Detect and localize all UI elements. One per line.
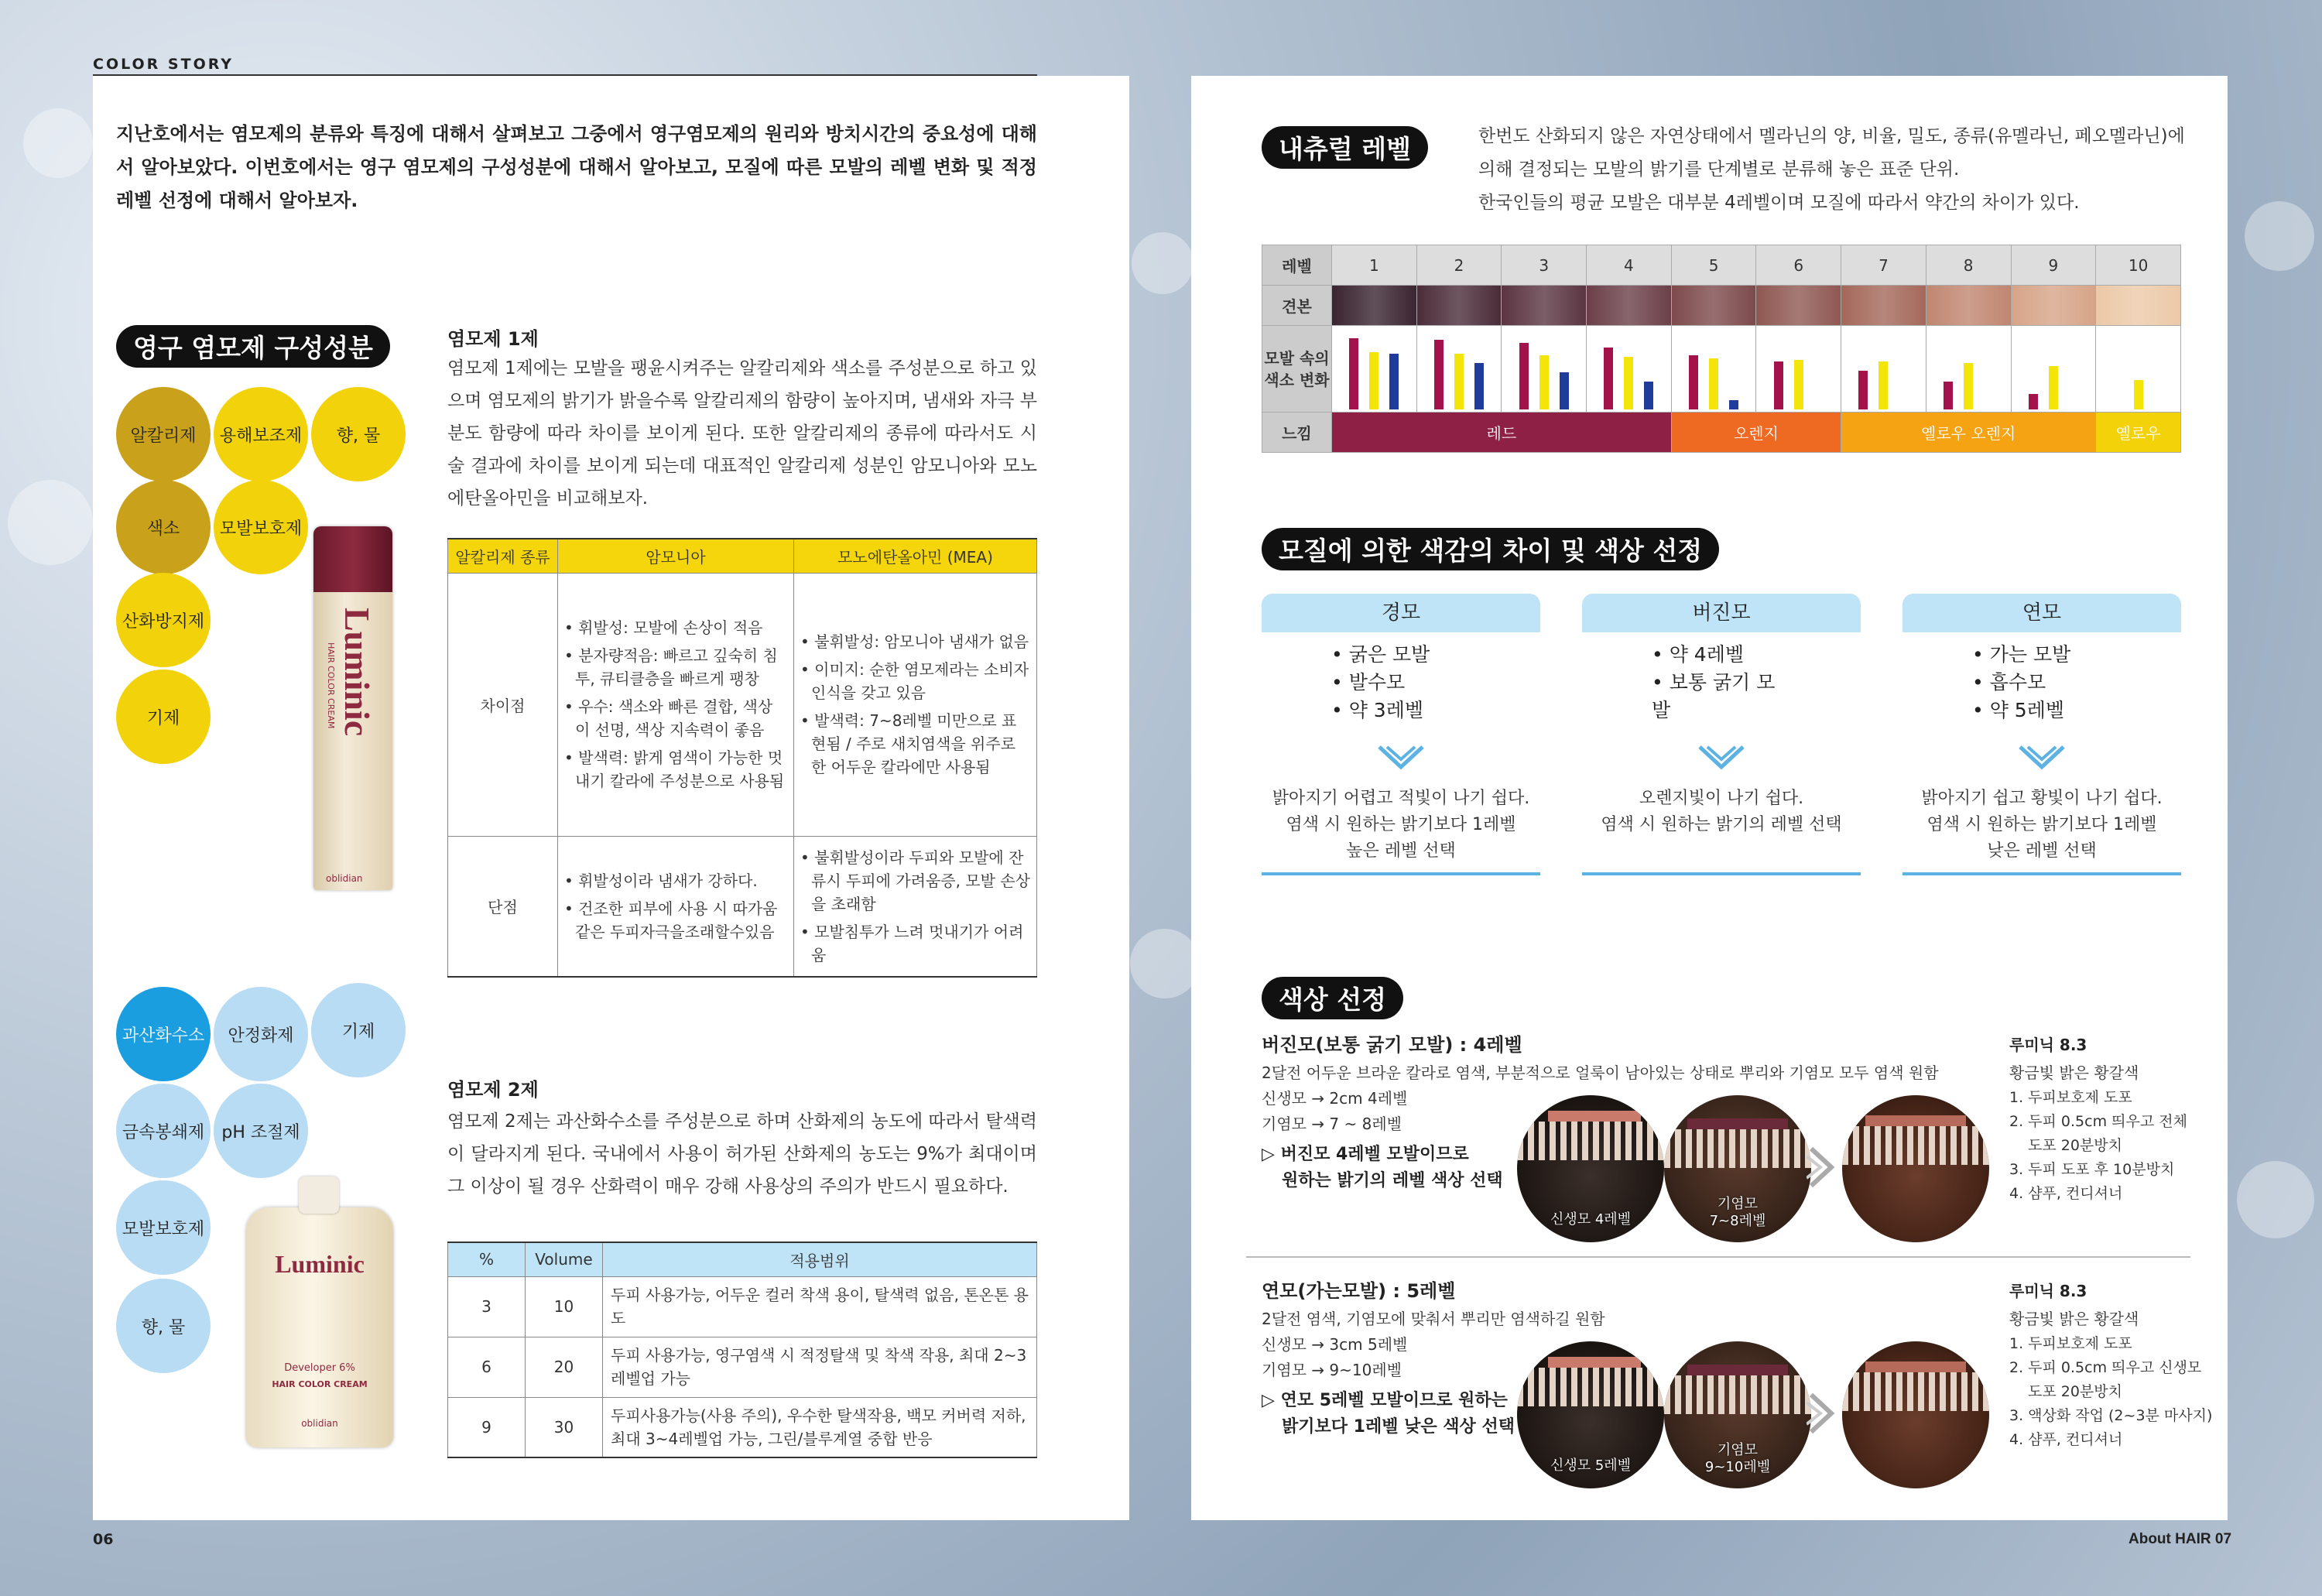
card-bullet: • 가는 모발 bbox=[1972, 643, 2071, 666]
bokeh-light bbox=[8, 480, 93, 565]
case-new-growth: 신생모 → 2cm 4레벨 bbox=[1262, 1089, 1408, 1108]
pigment-level-3 bbox=[1502, 326, 1587, 413]
natural-level-table bbox=[1262, 245, 2181, 453]
swatch-row bbox=[1262, 286, 2181, 326]
pigment-bar-red bbox=[2029, 394, 2038, 409]
level-10: 10 bbox=[2096, 245, 2181, 286]
ingredient-peroxide: 과산화수소 bbox=[116, 987, 211, 1081]
hair-type-card bbox=[1902, 594, 2181, 865]
row-label-feel: 느낌 bbox=[1262, 413, 1332, 453]
procedure-steps bbox=[2009, 1086, 2187, 1206]
row-label-swatch: 견본 bbox=[1262, 286, 1332, 326]
card-description-line: 밝아지기 쉽고 황빛이 나기 쉽다. bbox=[1921, 789, 2163, 808]
card-description-line: 염색 시 원하는 밝기보다 1레벨 bbox=[1286, 815, 1516, 834]
developer-header-range: 적용범위 bbox=[603, 1242, 1037, 1276]
procedure-step: 1. 두피보호제 도포 bbox=[2009, 1335, 2132, 1352]
agent2-paragraph: 염모제 2제는 과산화수소를 주성분으로 하며 산화제의 농도에 따라서 탈색력이 달라지게 된다. 국내에서 사용이 허가된 산화제의 농도는 9%가 최대이며 그 이상이 될 경우 산화력이 매우 강해 사용상의 주의가 반드시 필요하다. bbox=[447, 1111, 1037, 1197]
pigment-bar-yellow bbox=[1878, 361, 1888, 409]
card-header: 버진모 bbox=[1582, 594, 1861, 632]
case-note: ▷ 버진모 4레벨 모발이므로 원하는 밝기의 레벨 색상 선택 bbox=[1262, 1145, 1503, 1190]
hair-photo-new-growth: 신생모 4레벨 bbox=[1517, 1095, 1664, 1242]
level-1: 1 bbox=[1332, 245, 1417, 286]
pigment-bar-blue bbox=[1644, 382, 1653, 409]
pouch-product-image bbox=[246, 1207, 393, 1447]
swatch-level-6 bbox=[1756, 286, 1841, 326]
card-header: 경모 bbox=[1262, 594, 1540, 632]
footer-brand: About HAIR bbox=[2128, 1531, 2211, 1547]
pigment-bar-red bbox=[1434, 340, 1444, 409]
level-7: 7 bbox=[1841, 245, 1926, 286]
ingredient-pigment: 색소 bbox=[116, 480, 211, 574]
composition-title: 영구 염모제 구성성분 bbox=[116, 325, 390, 368]
developer-table bbox=[447, 1242, 1037, 1458]
mea-differences-list bbox=[794, 621, 1036, 788]
pigment-level-1 bbox=[1332, 326, 1417, 413]
pigment-bar-blue bbox=[1560, 372, 1569, 409]
level-2: 2 bbox=[1416, 245, 1502, 286]
procedure-step: 도포 20분방치 bbox=[2028, 1137, 2122, 1154]
card-bullet: • 굵은 모발 bbox=[1331, 643, 1430, 666]
pouch-subtitle-2: HAIR COLOR CREAM bbox=[272, 1379, 368, 1389]
ingredient-ph-adjuster: pH 조절제 bbox=[214, 1084, 308, 1178]
chevron-right-icon bbox=[1807, 1144, 1837, 1190]
pigment-bar-red bbox=[1349, 338, 1358, 409]
case-note: ▷ 연모 5레벨 모발이므로 원하는 밝기보다 1레벨 낮은 색상 선택 bbox=[1262, 1391, 1515, 1437]
level-number-row bbox=[1262, 245, 2181, 286]
level-4: 4 bbox=[1587, 245, 1672, 286]
ingredient-stabilizer: 안정화제 bbox=[214, 987, 308, 1081]
list-item: • 휘발성: 모발에 손상이 적음 bbox=[564, 618, 763, 637]
row-label-level: 레벨 bbox=[1262, 245, 1332, 286]
hair-photo-new-growth: 신생모 5레벨 bbox=[1517, 1341, 1664, 1488]
procedure-step: 도포 20분방치 bbox=[2028, 1383, 2122, 1400]
procedure-step: 2. 두피 0.5cm 띄우고 전체 bbox=[2009, 1113, 2187, 1130]
chevron-down-icon bbox=[2017, 744, 2067, 772]
natural-level-title: 내츄럴 레벨 bbox=[1262, 126, 1428, 169]
tube-product-image bbox=[313, 526, 392, 890]
card-description-line: 염색 시 원하는 밝기의 레벨 선택 bbox=[1601, 815, 1842, 834]
card-description-line: 높은 레벨 선택 bbox=[1346, 841, 1456, 861]
level-3: 3 bbox=[1502, 245, 1587, 286]
pigment-bar-blue bbox=[1389, 354, 1399, 409]
chevron-right-icon bbox=[1807, 1390, 1837, 1437]
procedure-step: 4. 샴푸, 컨디셔너 bbox=[2009, 1185, 2123, 1202]
card-description-line: 염색 시 원하는 밝기보다 1레벨 bbox=[1926, 815, 2157, 834]
hair-photo-previous-color: 기염모 7~8레벨 bbox=[1664, 1095, 1811, 1242]
pigment-bar-yellow bbox=[2049, 366, 2058, 409]
pigment-level-8 bbox=[1926, 326, 2011, 413]
page-number-right: 07 bbox=[2214, 1531, 2232, 1547]
pigment-bar-red bbox=[1944, 382, 1953, 409]
pigment-level-4 bbox=[1587, 326, 1672, 413]
color-pick-title: 색상 선정 bbox=[1262, 977, 1403, 1019]
pigment-bar-red bbox=[1774, 361, 1783, 409]
pigment-bar-yellow bbox=[2134, 380, 2143, 409]
hair-photo-previous-color: 기염모 9~10레벨 bbox=[1664, 1341, 1811, 1488]
feel-band: 레드 bbox=[1332, 413, 1672, 453]
ingredient-fragrance-water-2: 향, 물 bbox=[116, 1279, 211, 1373]
bokeh-light bbox=[2245, 201, 2314, 271]
ammonia-differences-list bbox=[558, 607, 793, 802]
table-row: 6 20 두피 사용가능, 영구염색 시 적정탈색 및 착색 작용, 최대 2~3레벨업 가능 bbox=[448, 1337, 1037, 1397]
pigment-bar-yellow bbox=[1964, 363, 1973, 409]
procedure-step: 4. 샴푸, 컨디셔너 bbox=[2009, 1431, 2123, 1448]
alkali-header-type: 알칼리제 종류 bbox=[448, 539, 558, 573]
hair-type-card bbox=[1262, 594, 1540, 865]
pouch-cap bbox=[299, 1176, 339, 1214]
ingredient-sequestrant: 금속봉쇄제 bbox=[116, 1084, 211, 1178]
case-description: 2달전 어두운 브라운 칼라로 염색, 부분적으로 얼룩이 남아있는 상태로 뿌리와 기염모 모두 염색 원함 bbox=[1262, 1063, 1939, 1082]
row-label-drawbacks: 단점 bbox=[448, 836, 558, 977]
developer-header-volume: Volume bbox=[526, 1242, 603, 1276]
ingredient-base-2: 기제 bbox=[311, 983, 406, 1077]
ingredient-solubilizer: 용해보조제 bbox=[214, 387, 308, 481]
pigment-bar-blue bbox=[1729, 400, 1738, 409]
feel-row bbox=[1262, 413, 2181, 453]
agent2-title: 염모제 2제 bbox=[447, 1079, 539, 1101]
pigment-bar-yellow bbox=[1369, 352, 1378, 409]
hair-photo-result bbox=[1842, 1095, 1989, 1242]
pigment-bar-red bbox=[1689, 355, 1698, 409]
bokeh-light bbox=[23, 108, 93, 178]
list-item: • 불휘발성이라 두피와 모발에 잔류시 두피에 가려움증, 모발 손상을 초래함 bbox=[800, 848, 1030, 913]
swatch-level-10 bbox=[2096, 286, 2181, 326]
case-description: 2달전 염색, 기염모에 맞춰서 뿌리만 염색하길 원함 bbox=[1262, 1310, 1605, 1328]
level-5: 5 bbox=[1671, 245, 1756, 286]
pouch-maker: oblidian bbox=[301, 1418, 338, 1429]
card-bullet: • 약 4레벨 bbox=[1652, 643, 1745, 666]
swatch-level-9 bbox=[2011, 286, 2096, 326]
bokeh-light bbox=[1130, 929, 1200, 998]
pigment-level-6 bbox=[1756, 326, 1841, 413]
agent1-paragraph: 염모제 1제에는 모발을 팽윤시켜주는 알칼리제와 색소를 주성분으로 하고 있으며 염모제의 밝기가 밝을수록 알칼리제의 함량이 높아지며, 냄새와 자극 부분도 함량에 따라 차이를 보이게 된다. 또한 알칼리제의 종류에 따라서도 시술 결과에 차이를 보이게 되는데 대표적인 알칼리제 성분인 암모니아와 모노에탄올아민을 비교해보자. bbox=[447, 358, 1037, 509]
product-name: 루미닉 8.3 bbox=[2009, 1036, 2087, 1054]
pigment-bar-yellow bbox=[1794, 360, 1803, 409]
level-6: 6 bbox=[1756, 245, 1841, 286]
pigment-level-10 bbox=[2096, 326, 2181, 413]
pigment-level-7 bbox=[1841, 326, 1926, 413]
alkali-header-ammonia: 암모니아 bbox=[558, 539, 794, 573]
product-shade: 황금빛 밝은 황갈색 bbox=[2009, 1310, 2139, 1328]
tube-maker: oblidian bbox=[326, 873, 363, 884]
pigment-bar-yellow bbox=[1454, 354, 1464, 409]
bokeh-light bbox=[1132, 232, 1194, 294]
pigment-bar-yellow bbox=[1709, 358, 1718, 409]
ingredient-hair-protector-2: 모발보호제 bbox=[116, 1180, 211, 1275]
list-item: • 불휘발성: 암모니아 냄새가 없음 bbox=[800, 632, 1029, 651]
list-item: • 모발침투가 느려 멋내기가 어려움 bbox=[800, 922, 1024, 964]
tube-subtitle: HAIR COLOR CREAM bbox=[326, 642, 336, 729]
pigment-bar-blue bbox=[1474, 363, 1484, 409]
table-row: 9 30 두피사용가능(사용 주의), 우수한 탈색작용, 백모 커버력 저하, 최대 3~4레벨업 가능, 그린/블루계열 중합 반응 bbox=[448, 1397, 1037, 1457]
pigment-level-5 bbox=[1671, 326, 1756, 413]
row-label-pigment: 모발 속의 색소 변화 bbox=[1262, 326, 1332, 413]
pigment-bar-red bbox=[1604, 348, 1613, 409]
procedure-step: 3. 액상화 작업 (2~3분 마사지) bbox=[2009, 1407, 2213, 1424]
card-description-line: 오렌지빛이 나기 쉽다. bbox=[1639, 789, 1804, 808]
natural-level-description: 한번도 산화되지 않은 자연상태에서 멜라닌의 양, 비율, 밀도, 종류(유멜라닌, 페오멜라닌)에 의해 결정되는 모발의 밝기를 단계별로 분류해 놓은 표준 단위. 한국인들의 평균 모발은 대부분 4레벨이며 모질에 따라서 약간의 차이가 있다. bbox=[1478, 126, 2185, 213]
case-previous-color: 기염모 → 9~10레벨 bbox=[1262, 1361, 1402, 1379]
product-name: 루미닉 8.3 bbox=[2009, 1282, 2087, 1300]
hair-type-card bbox=[1582, 594, 1861, 838]
header-label: COLOR STORY bbox=[93, 56, 235, 73]
list-item: • 우수: 색소와 빠른 결합, 색상이 선명, 색상 지속력이 좋음 bbox=[564, 697, 773, 739]
ingredient-hair-protector: 모발보호제 bbox=[214, 480, 308, 574]
tube-brand: Luminic bbox=[337, 608, 377, 737]
pouch-subtitle-1: Developer 6% bbox=[284, 1362, 355, 1374]
list-item: • 발색력: 밝게 염색이 가능한 멋내기 칼라에 주성분으로 사용됨 bbox=[564, 748, 785, 790]
pigment-bar-yellow bbox=[1624, 357, 1633, 409]
case-previous-color: 기염모 → 7 ~ 8레벨 bbox=[1262, 1115, 1402, 1133]
level-9: 9 bbox=[2011, 245, 2096, 286]
card-bottom-rule bbox=[1582, 872, 1861, 875]
card-bottom-rule bbox=[1902, 872, 2181, 875]
swatch-level-8 bbox=[1926, 286, 2011, 326]
card-bottom-rule bbox=[1262, 872, 1540, 875]
intro-paragraph: 지난호에서는 염모제의 분류와 특징에 대해서 살펴보고 그중에서 영구염모제의 원리와 방치시간의 중요성에 대해서 알아보았다. 이번호에서는 영구 염모제의 구성성분에 대해서 알아보고, 모질에 따른 모발의 레벨 변화 및 적정 레벨 선정에 대해서 알아보자. bbox=[116, 123, 1037, 211]
card-description-line: 밝아지기 어렵고 적빛이 나기 쉽다. bbox=[1272, 789, 1530, 808]
case-title: 버진모(보통 굵기 모발) : 4레벨 bbox=[1262, 1034, 1522, 1056]
pigment-bar-yellow bbox=[1539, 355, 1549, 409]
case-new-growth: 신생모 → 3cm 5레벨 bbox=[1262, 1335, 1408, 1354]
level-8: 8 bbox=[1926, 245, 2011, 286]
pouch-brand: Luminic bbox=[275, 1250, 365, 1278]
procedure-step: 2. 두피 0.5cm 띄우고 신생모 bbox=[2009, 1359, 2202, 1376]
row-label-differences: 차이점 bbox=[448, 573, 558, 836]
swatch-level-7 bbox=[1841, 286, 1926, 326]
page-footer-right bbox=[2128, 1531, 2231, 1548]
ingredient-fragrance-water: 향, 물 bbox=[311, 387, 406, 481]
pigment-level-9 bbox=[2011, 326, 2096, 413]
color-comb bbox=[1548, 1357, 1641, 1368]
developer-header-percent: % bbox=[448, 1242, 526, 1276]
case-divider bbox=[1246, 1256, 2190, 1258]
feel-band: 오렌지 bbox=[1671, 413, 1841, 453]
swatch-level-4 bbox=[1587, 286, 1672, 326]
feel-band: 옐로우 오렌지 bbox=[1841, 413, 2096, 453]
hair-photo-result bbox=[1842, 1341, 1989, 1488]
list-item: • 이미지: 순한 염모제라는 소비자인식을 갖고 있음 bbox=[800, 660, 1029, 702]
swatch-level-1 bbox=[1332, 286, 1417, 326]
card-bullet: • 발수모 bbox=[1331, 671, 1406, 694]
chevron-down-icon bbox=[1697, 744, 1746, 772]
swatch-level-2 bbox=[1416, 286, 1502, 326]
header-rule bbox=[93, 74, 1037, 76]
ingredient-antioxidant: 산화방지제 bbox=[116, 573, 211, 667]
ingredient-base: 기제 bbox=[116, 670, 211, 764]
list-item: • 건조한 피부에 사용 시 따가움 같은 두피자극을조래할수있음 bbox=[564, 899, 778, 941]
procedure-step: 1. 두피보호제 도포 bbox=[2009, 1089, 2132, 1106]
agent1-title: 염모제 1제 bbox=[447, 328, 539, 350]
swatch-level-3 bbox=[1502, 286, 1587, 326]
case-title: 연모(가는모발) : 5레벨 bbox=[1262, 1280, 1456, 1302]
chevron-down-icon bbox=[1376, 744, 1426, 772]
ammonia-drawbacks-list bbox=[558, 860, 793, 953]
bokeh-light bbox=[2237, 1161, 2314, 1238]
mea-drawbacks-list bbox=[794, 837, 1036, 976]
page-number-left: 06 bbox=[93, 1531, 114, 1548]
card-bullet: • 약 5레벨 bbox=[1972, 699, 2065, 721]
pigment-bar-red bbox=[1858, 371, 1868, 409]
feel-band: 옐로우 bbox=[2096, 413, 2181, 453]
swatch-level-5 bbox=[1671, 286, 1756, 326]
procedure-step: 3. 두피 도포 후 10분방치 bbox=[2009, 1161, 2175, 1178]
card-bullet: • 약 3레벨 bbox=[1331, 699, 1424, 721]
color-comb bbox=[1548, 1111, 1641, 1122]
ingredient-alkali: 알칼리제 bbox=[116, 387, 211, 481]
alkali-header-mea: 모노에탄올아민 (MEA) bbox=[794, 539, 1037, 573]
pigment-row bbox=[1262, 326, 2181, 413]
alkali-comparison-table bbox=[447, 538, 1037, 978]
pigment-bar-red bbox=[1519, 343, 1529, 409]
pigment-level-2 bbox=[1416, 326, 1502, 413]
card-bullet: • 흡수모 bbox=[1972, 671, 2046, 694]
card-description-line: 낮은 레벨 선택 bbox=[1987, 841, 2097, 861]
list-item: • 분자량적음: 빠르고 깊숙히 침투, 큐티클층을 빠르게 팽창 bbox=[564, 646, 778, 688]
product-shade: 황금빛 밝은 황갈색 bbox=[2009, 1063, 2139, 1082]
card-bullet: • 보통 굵기 모발 bbox=[1652, 671, 1776, 721]
table-row: 3 10 두피 사용가능, 어두운 컬러 착색 용이, 탈색력 없음, 톤온톤 용도 bbox=[448, 1276, 1037, 1337]
difference-title: 모질에 의한 색감의 차이 및 색상 선정 bbox=[1262, 528, 1719, 570]
list-item: • 발색력: 7~8레벨 미만으로 표현됨 / 주로 새치염색을 위주로 한 어두운 칼라에만 사용됨 bbox=[800, 711, 1017, 776]
procedure-steps bbox=[2009, 1332, 2212, 1452]
card-header: 연모 bbox=[1902, 594, 2181, 632]
list-item: • 휘발성이라 냄새가 강하다. bbox=[564, 871, 758, 890]
